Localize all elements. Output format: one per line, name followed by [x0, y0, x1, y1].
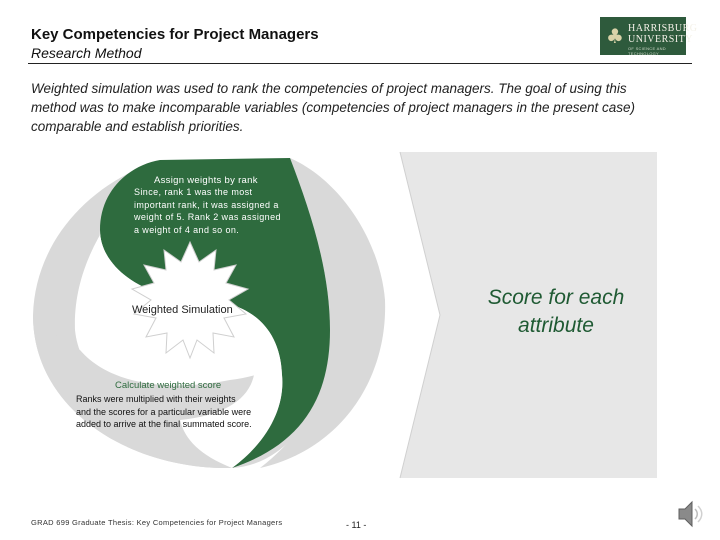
- assign-line: a weight of 4 and so on.: [134, 224, 240, 235]
- intro-line: comparable and establish priorities.: [31, 119, 244, 134]
- calculate-score-text: [76, 393, 286, 431]
- footer-text: GRAD 699 Graduate Thesis: Key Competencies for Project Managers: [31, 518, 283, 527]
- intro-line: method was to make incomparable variables (competencies of project managers in the present case): [31, 100, 636, 115]
- score-line: attribute: [518, 314, 594, 337]
- logo-mark-icon: ♣: [606, 24, 624, 48]
- assign-line: important rank, it was assigned a: [134, 199, 279, 210]
- score-label: [458, 284, 654, 340]
- intro-line: Weighted simulation was used to rank the competencies of project managers. The goal of using this: [31, 81, 627, 96]
- slide-subtitle: Research Method: [31, 45, 142, 61]
- assign-weights-title: Assign weights by rank: [154, 175, 258, 186]
- score-line: Score for each: [487, 286, 625, 309]
- assign-weights-text: [134, 186, 294, 236]
- logo-line-2: UNIVERSITY: [628, 34, 693, 45]
- speaker-icon[interactable]: [676, 498, 704, 530]
- calc-line: and the scores for a particular variable were: [76, 406, 252, 417]
- weighted-simulation-label: Weighted Simulation: [132, 304, 233, 316]
- logo-line-1: HARRISBURG: [628, 23, 698, 34]
- logo-line-3: OF SCIENCE AND TECHNOLOGY: [628, 46, 666, 56]
- assign-line: weight of 5. Rank 2 was assigned: [134, 212, 281, 222]
- calc-line: Ranks were multiplied with their weights: [76, 394, 236, 404]
- page-number: - 11 -: [346, 520, 367, 530]
- slide-title: Key Competencies for Project Managers: [31, 26, 319, 43]
- calculate-score-title: Calculate weighted score: [115, 380, 222, 391]
- calc-line: added to arrive at the final summated score.: [76, 419, 252, 429]
- assign-line: Since, rank 1 was the most: [134, 187, 253, 197]
